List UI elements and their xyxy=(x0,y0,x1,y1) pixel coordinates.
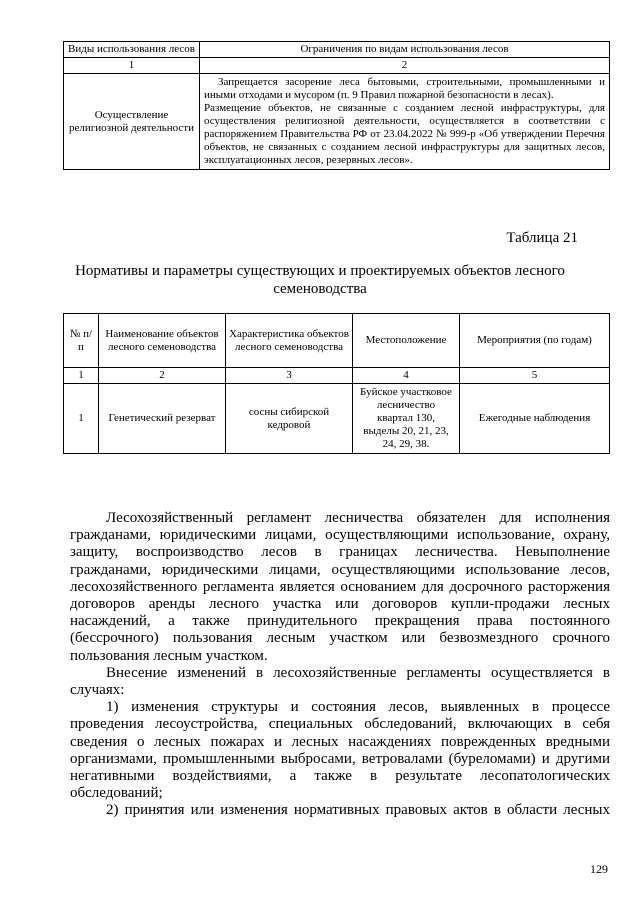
column-header: Характеристика объектов лесного семеноводства xyxy=(226,314,353,368)
table-label: Таблица 21 xyxy=(506,230,578,246)
column-header: Наименование объектов лесного семеноводства xyxy=(99,314,226,368)
column-number: 2 xyxy=(99,368,226,384)
table-header-row xyxy=(64,314,610,368)
body-text xyxy=(70,510,610,820)
paragraph: Внесение изменений в лесохозяйственные регламенты осуществляется в случаях: xyxy=(70,664,610,699)
column-header: Местоположение xyxy=(353,314,460,368)
restriction-text: Запрещается засорение леса бытовыми, строительными, промышленными и иными отходами и мусором (п. 9 Правил пожарной безопасности в лесах). xyxy=(204,76,605,101)
table-row xyxy=(64,74,610,170)
row-number-cell: 1 xyxy=(64,384,99,454)
column-number: 1 xyxy=(64,58,200,74)
column-header: Ограничения по видам использования лесов xyxy=(200,42,610,58)
column-number-row xyxy=(64,58,610,74)
restrictions-cell xyxy=(200,74,610,170)
table-row xyxy=(64,384,610,454)
page-number: 129 xyxy=(590,862,608,876)
column-number: 3 xyxy=(226,368,353,384)
table-title: Нормативы и параметры существующих и проектируемых объектов лесного семеноводства xyxy=(75,263,565,297)
object-name-cell: Генетический резерват xyxy=(99,384,226,454)
paragraph: 1) изменения структуры и состояния лесов, выявленных в процессе проведения лесоустройства, специальных обследований, включающих в себя сведения о лесных пожарах и лесных насаждениях поврежденных вредными организмами, промышленными выбросами, ветровалами (буреломами) и другими негативными воздействиями, а также в результате лесопатологических обследований; xyxy=(70,699,610,802)
activities-cell: Ежегодные наблюдения xyxy=(460,384,610,454)
seed-objects-table xyxy=(63,313,610,454)
paragraph: 2) принятия или изменения нормативных правовых актов в области лесных xyxy=(106,802,610,819)
column-header: Виды использования лесов xyxy=(64,42,200,58)
location-cell: Буйское участковое лесничество квартал 130, выделы 20, 21, 23, 24, 29, 38. xyxy=(353,384,460,454)
restriction-text: Размещение объектов, не связанные с созданием лесной инфраструктуры, для осуществления религиозной деятельности, осуществляется в соответствии с распоряжением Правительства РФ от 23.04.2022 № 999-р «Об утверждении Перечня объектов, не связанных с созданием лесной инфраструктуры для защитных лесов, эксплуатационных лесов, резервных лесов». xyxy=(204,102,605,166)
restrictions-table xyxy=(63,41,610,170)
column-number: 5 xyxy=(460,368,610,384)
column-header: № п/п xyxy=(64,314,99,368)
table-header-row xyxy=(64,42,610,58)
column-number-row xyxy=(64,368,610,384)
paragraph: Лесохозяйственный регламент лесничества обязателен для исполнения гражданами, юридическими лицами, осуществляющими использование, охрану, защиту, воспроизводство лесов в границах лесничества. Невыполнение гражданами, юридическими лицами, осуществляющими использование лесов, лесохозяйственного регламента является основанием для досрочного расторжения договоров аренды лесного участка или договоров купли-продажи лесных насаждений, а также принудительного прекращения права постоянного (бессрочного) пользования лесным участком или безвозмездного срочного пользования лесным участком. xyxy=(70,510,610,664)
column-number: 1 xyxy=(64,368,99,384)
usage-type-cell: Осуществление религиозной деятельности xyxy=(64,74,200,170)
column-number: 4 xyxy=(353,368,460,384)
column-number: 2 xyxy=(200,58,610,74)
column-header: Мероприятия (по годам) xyxy=(460,314,610,368)
characteristic-cell: сосны сибирской кедровой xyxy=(226,384,353,454)
